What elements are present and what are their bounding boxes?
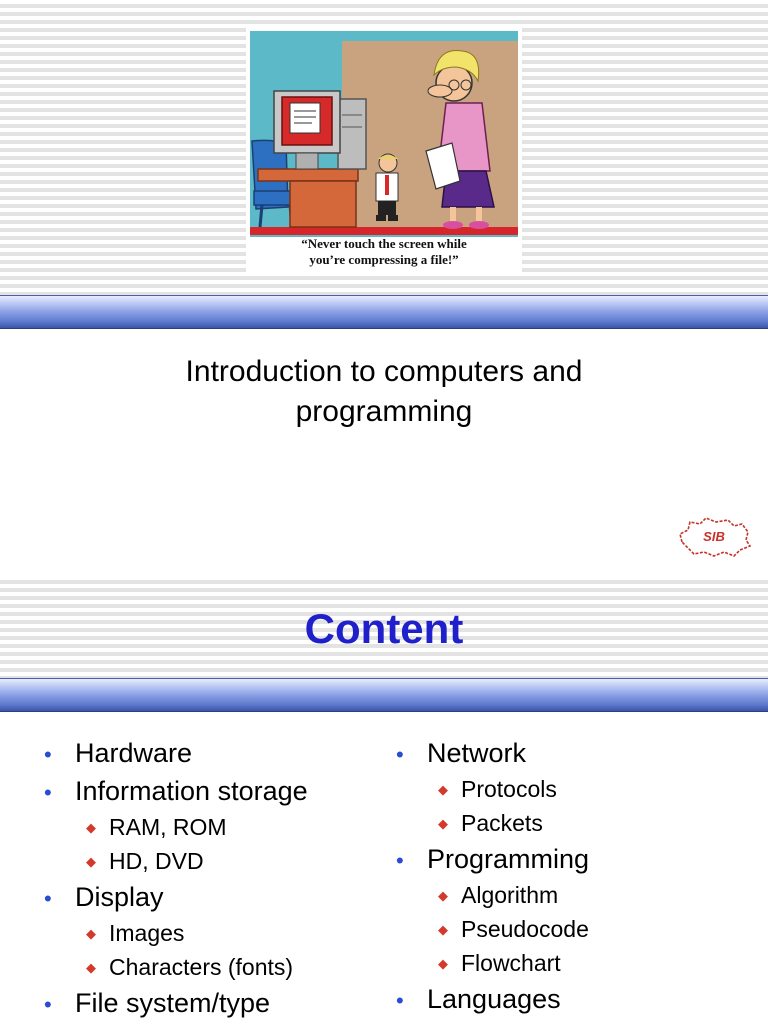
bullet-text: Information storage bbox=[75, 776, 308, 806]
bullet-diamond-icon: ◆ bbox=[438, 922, 448, 937]
sub-bullet-item bbox=[396, 946, 589, 980]
bullet-text: Images bbox=[109, 920, 185, 946]
cartoon-image bbox=[246, 28, 522, 276]
sub-bullet-item bbox=[396, 772, 589, 806]
bullet-text: Protocols bbox=[461, 776, 557, 802]
bullet-text: Display bbox=[75, 882, 164, 912]
bullet-item bbox=[396, 980, 589, 1018]
bullet-dot-icon: • bbox=[44, 742, 52, 767]
sib-logo-icon bbox=[676, 512, 752, 560]
right-bullet-column bbox=[396, 734, 589, 1018]
sub-bullet-item bbox=[396, 878, 589, 912]
bullet-text: File system/type bbox=[75, 988, 271, 1018]
bullet-diamond-icon: ◆ bbox=[438, 956, 448, 971]
bullet-item bbox=[44, 878, 308, 916]
bullet-dot-icon: • bbox=[44, 780, 52, 805]
bullet-text: Network bbox=[427, 738, 527, 768]
sub-bullet-item bbox=[396, 912, 589, 946]
cartoon-illustration bbox=[250, 31, 518, 237]
sub-bullet-item bbox=[44, 916, 308, 950]
bullet-text: Packets bbox=[461, 810, 543, 836]
cartoon-caption-line2: you’re compressing a file!” bbox=[309, 252, 459, 267]
cartoon-caption bbox=[246, 236, 522, 268]
bullet-text: Programming bbox=[427, 844, 590, 874]
bullet-text: Pseudocode bbox=[461, 916, 589, 942]
bullet-dot-icon: • bbox=[44, 886, 52, 911]
sib-logo bbox=[676, 512, 752, 560]
bullet-diamond-icon: ◆ bbox=[438, 888, 448, 903]
bullet-diamond-icon: ◆ bbox=[86, 926, 96, 941]
logo-text: SIB bbox=[703, 529, 725, 544]
sub-bullet-item bbox=[44, 844, 308, 878]
bullet-dot-icon: • bbox=[396, 988, 404, 1013]
bullet-text: Languages bbox=[427, 984, 561, 1014]
bullet-text: Flowchart bbox=[461, 950, 561, 976]
slide-title: Content bbox=[304, 605, 464, 652]
bullet-dot-icon: • bbox=[396, 742, 404, 767]
slide-title: Introduction to computers and programming bbox=[185, 355, 583, 428]
header-divider-bar bbox=[0, 295, 768, 329]
bullet-diamond-icon: ◆ bbox=[438, 782, 448, 797]
bullet-diamond-icon: ◆ bbox=[86, 854, 96, 869]
sub-bullet-item bbox=[396, 806, 589, 840]
header-divider-bar bbox=[0, 678, 768, 712]
cartoon-caption-line1: “Never touch the screen while bbox=[301, 236, 467, 251]
sub-bullet-item bbox=[44, 950, 308, 984]
bullet-diamond-icon: ◆ bbox=[86, 820, 96, 835]
bullet-item bbox=[396, 840, 589, 878]
bullet-item bbox=[44, 984, 308, 1022]
bullet-text: Hardware bbox=[75, 738, 193, 768]
bullet-item bbox=[396, 734, 589, 772]
bullet-dot-icon: • bbox=[396, 848, 404, 873]
bullet-diamond-icon: ◆ bbox=[86, 960, 96, 975]
bullet-text: Characters (fonts) bbox=[109, 954, 294, 980]
bullet-dot-icon: • bbox=[44, 992, 52, 1017]
left-bullet-column bbox=[44, 734, 308, 1022]
bullet-item bbox=[44, 772, 308, 810]
bullet-diamond-icon: ◆ bbox=[438, 816, 448, 831]
bullet-text: RAM, ROM bbox=[109, 814, 227, 840]
content-slide bbox=[0, 576, 768, 1024]
bullet-item bbox=[44, 734, 308, 772]
bullet-text: Algorithm bbox=[461, 882, 559, 908]
bullet-text: HD, DVD bbox=[109, 848, 204, 874]
sub-bullet-item bbox=[44, 810, 308, 844]
